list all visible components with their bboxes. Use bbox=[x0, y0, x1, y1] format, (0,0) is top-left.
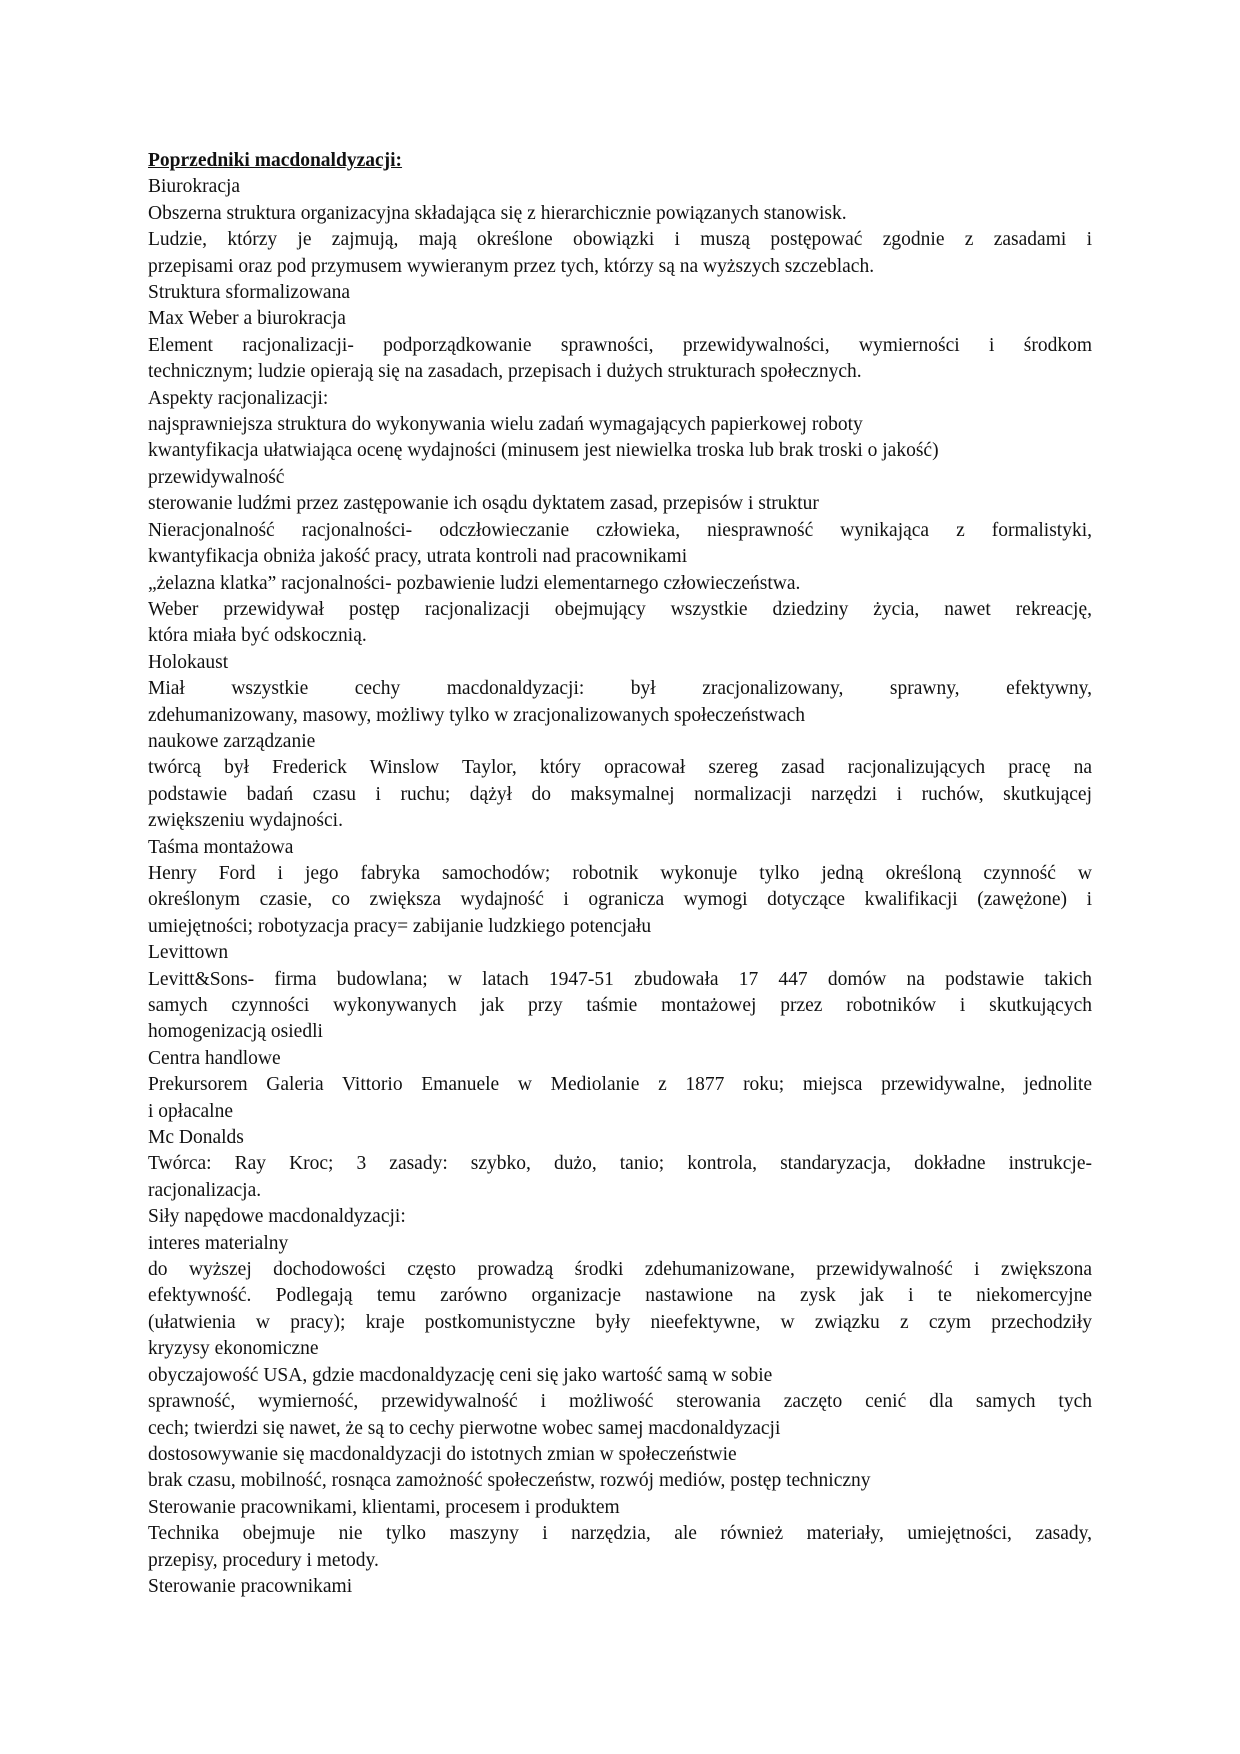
document-page bbox=[148, 148, 1092, 1600]
text-line: twórcą był Frederick Winslow Taylor, który opracował szereg zasad racjonalizujących pracę na bbox=[148, 757, 1092, 779]
text-line: racjonalizacja. bbox=[148, 1179, 262, 1201]
text-line: Taśma montażowa bbox=[148, 836, 294, 858]
text-line: Mc Donalds bbox=[148, 1127, 244, 1149]
text-line: Sterowanie pracownikami, klientami, procesem i produktem bbox=[148, 1496, 620, 1518]
text-line: naukowe zarządzanie bbox=[148, 730, 316, 752]
text-line: Ludzie, którzy je zajmują, mają określone obowiązki i muszą postępować zgodnie z zasadami i bbox=[148, 229, 1092, 251]
text-line: Nieracjonalność racjonalności- odczłowieczanie człowieka, niesprawność wynikająca z formalistyki, bbox=[148, 519, 1092, 541]
text-line: która miała być odskocznią. bbox=[148, 625, 367, 647]
text-line: umiejętności; robotyzacja pracy= zabijanie ludzkiego potencjału bbox=[148, 915, 652, 937]
document-title: Poprzedniki macdonaldyzacji: bbox=[148, 150, 403, 171]
text-line: najsprawniejsza struktura do wykonywania wielu zadań wymagających papierkowej roboty bbox=[148, 414, 863, 436]
text-line: Henry Ford i jego fabryka samochodów; robotnik wykonuje tylko jedną określoną czynność w bbox=[148, 862, 1092, 884]
text-line: cech; twierdzi się nawet, że są to cechy pierwotne wobec samej macdonaldyzacji bbox=[148, 1417, 781, 1439]
text-line: „żelazna klatka” racjonalności- pozbawienie ludzi elementarnego człowieczeństwa. bbox=[148, 572, 801, 594]
text-line: Max Weber a biurokracja bbox=[148, 308, 346, 330]
text-line: Levittown bbox=[148, 942, 229, 964]
text-line: Technika obejmuje nie tylko maszyny i narzędzia, ale również materiały, umiejętności, zasady, bbox=[148, 1523, 1092, 1545]
text-line: Biurokracja bbox=[148, 176, 241, 198]
text-line: do wyższej dochodowości często prowadzą środki zdehumanizowane, przewidywalność i zwiększona bbox=[148, 1259, 1092, 1281]
text-line: kryzysy ekonomiczne bbox=[148, 1338, 319, 1360]
text-line: efektywność. Podlegają temu zarówno organizacje nastawione na zysk jak i te niekomercyjne bbox=[148, 1285, 1092, 1307]
text-line: Miał wszystkie cechy macdonaldyzacji: był zracjonalizowany, sprawny, efektywny, bbox=[148, 678, 1092, 700]
text-line: Levitt&Sons- firma budowlana; w latach 1947-51 zbudowała 17 447 domów na podstawie takich bbox=[148, 968, 1092, 990]
text-line: dostosowywanie się macdonaldyzacji do istotnych zmian w społeczeństwie bbox=[148, 1443, 737, 1465]
text-line: zdehumanizowany, masowy, możliwy tylko w zracjonalizowanych społeczeństwach bbox=[148, 704, 806, 726]
text-line: (ułatwienia w pracy); kraje postkomunistyczne były nieefektywne, w związku z czym przechodziły bbox=[148, 1311, 1092, 1333]
text-line: Centra handlowe bbox=[148, 1047, 281, 1069]
text-line: Struktura sformalizowana bbox=[148, 282, 350, 304]
text-line: Twórca: Ray Kroc; 3 zasady: szybko, dużo, tanio; kontrola, standaryzacja, dokładne instrukcje- bbox=[148, 1153, 1092, 1175]
text-line: Holokaust bbox=[148, 651, 229, 673]
text-line: i opłacalne bbox=[148, 1100, 233, 1122]
text-line: Aspekty racjonalizacji: bbox=[148, 387, 329, 409]
text-line: interes materialny bbox=[148, 1232, 289, 1254]
text-line: Sterowanie pracownikami bbox=[148, 1575, 353, 1597]
text-line: obyczajowość USA, gdzie macdonaldyzację ceni się jako wartość samą w sobie bbox=[148, 1364, 773, 1386]
text-line: przepisami oraz pod przymusem wywieranym przez tych, którzy są na wyższych szczeblach. bbox=[148, 255, 875, 277]
text-line: przewidywalność bbox=[148, 466, 285, 488]
text-line: przepisy, procedury i metody. bbox=[148, 1549, 379, 1571]
text-line: kwantyfikacja obniża jakość pracy, utrata kontroli nad pracownikami bbox=[148, 546, 688, 568]
text-line: Weber przewidywał postęp racjonalizacji obejmujący wszystkie dziedziny życia, nawet rekreację, bbox=[148, 598, 1092, 620]
text-line: sprawność, wymierność, przewidywalność i możliwość sterowania zaczęto cenić dla samych tych bbox=[148, 1391, 1092, 1413]
text-line: Prekursorem Galeria Vittorio Emanuele w Mediolanie z 1877 roku; miejsca przewidywalne, jednolite bbox=[148, 1074, 1092, 1096]
text-line: kwantyfikacja ułatwiająca ocenę wydajności (minusem jest niewielka troska lub brak troski o jakość) bbox=[148, 440, 939, 462]
text-line: Siły napędowe macdonaldyzacji: bbox=[148, 1206, 406, 1228]
text-line: zwiększeniu wydajności. bbox=[148, 810, 343, 832]
text-line: samych czynności wykonywanych jak przy taśmie montażowej przez robotników i skutkujących bbox=[148, 995, 1092, 1016]
text-line: homogenizacją osiedli bbox=[148, 1021, 323, 1043]
text-line: określonym czasie, co zwiększa wydajność i ogranicza wymogi dotyczące kwalifikacji (zawężone) i bbox=[148, 889, 1092, 911]
text-line: sterowanie ludźmi przez zastępowanie ich osądu dyktatem zasad, przepisów i struktur bbox=[148, 493, 819, 515]
text-line: podstawie badań czasu i ruchu; dążył do maksymalnej normalizacji narzędzi i ruchów, skutkującej bbox=[148, 783, 1092, 805]
text-line: technicznym; ludzie opierają się na zasadach, przepisach i dużych strukturach społecznych. bbox=[148, 361, 862, 383]
text-line: brak czasu, mobilność, rosnąca zamożność społeczeństw, rozwój mediów, postęp techniczny bbox=[148, 1470, 871, 1492]
text-line: Obszerna struktura organizacyjna składająca się z hierarchicznie powiązanych stanowisk. bbox=[148, 202, 847, 224]
text-line: Element racjonalizacji- podporządkowanie sprawności, przewidywalności, wymierności i środkom bbox=[148, 334, 1092, 356]
